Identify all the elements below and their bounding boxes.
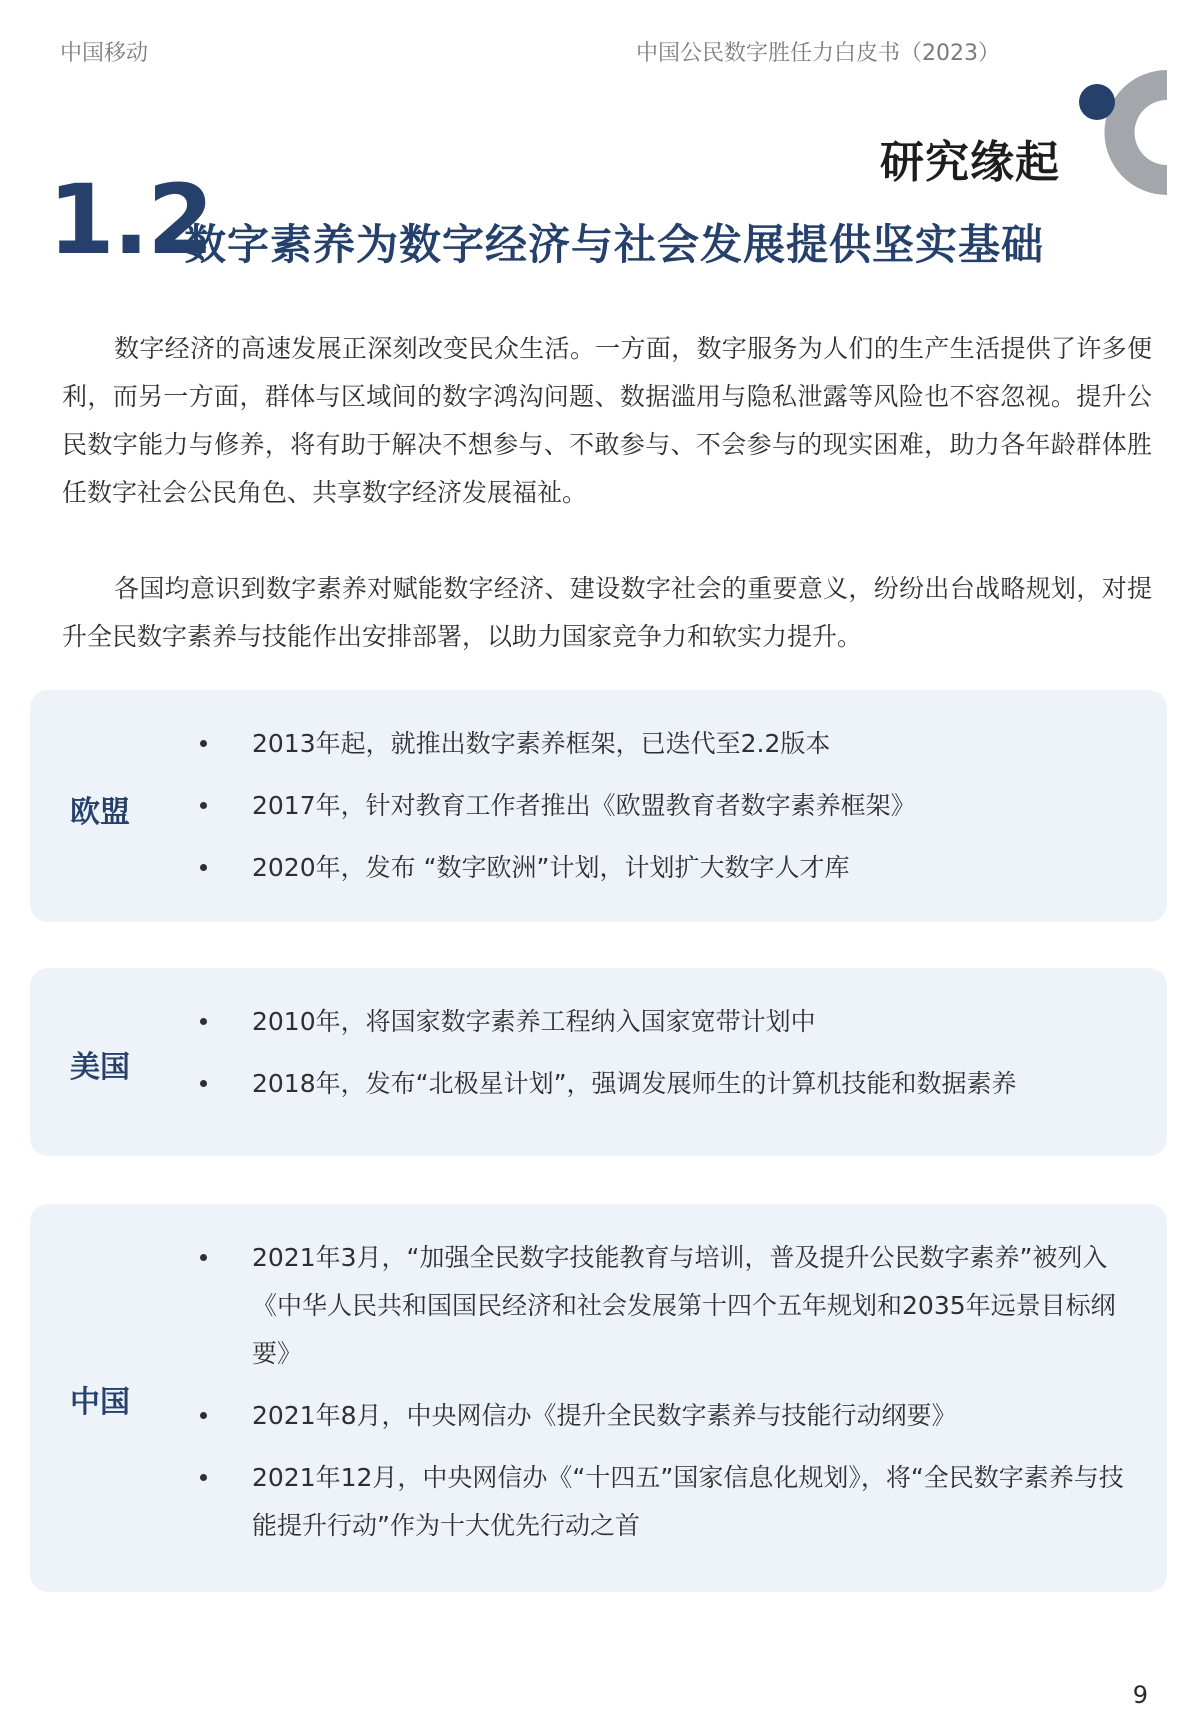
- region-label: 欧盟: [70, 795, 130, 830]
- header-doc-title: 中国公民数字胜任力白皮书（2023）: [636, 41, 1000, 66]
- list-item: 2021年12月，中央网信办《“十四五”国家信息化规划》，将“全民数字素养与技能提升行动”作为十大优先行动之首: [200, 1454, 1147, 1550]
- section-number: 1.2: [48, 164, 213, 276]
- list-item: 2020年，发布 “数字欧洲”计划，计划扩大数字人才库: [200, 844, 1147, 892]
- bullet-icon: [200, 740, 207, 747]
- context-paragraph: 各国均意识到数字素养对赋能数字经济、建设数字社会的重要意义，纷纷出台战略规划，对提升全民数字素养与技能作出安排部署，以助力国家竞争力和软实力提升。: [62, 574, 1152, 651]
- list-item: 2021年3月，“加强全民数字技能教育与培训，普及提升公民数字素养”被列入《中华人民共和国国民经济和社会发展第十四个五年规划和2035年远景目标纲要》: [200, 1234, 1147, 1378]
- item-list: [200, 1234, 1147, 1564]
- section-label: 研究缘起: [880, 137, 1060, 188]
- bullet-icon: [200, 1018, 207, 1025]
- card-china: [30, 1204, 1167, 1592]
- region-label: 美国: [70, 1050, 130, 1085]
- region-label: 中国: [70, 1385, 130, 1420]
- card-usa: [30, 968, 1167, 1156]
- bullet-icon: [200, 864, 207, 871]
- bullet-icon: [200, 1474, 207, 1481]
- list-item: 2017年，针对教育工作者推出《欧盟教育者数字素养框架》: [200, 782, 1147, 830]
- item-list: [200, 720, 1147, 906]
- page-number: 9: [1132, 1681, 1148, 1709]
- bullet-icon: [200, 1080, 207, 1087]
- decorative-arc-icon: [1075, 60, 1175, 205]
- list-item: 2013年起，就推出数字素养框架，已迭代至2.2版本: [200, 720, 1147, 768]
- bullet-icon: [200, 1412, 207, 1419]
- header-org: 中国移动: [60, 41, 149, 66]
- bullet-icon: [200, 802, 207, 809]
- card-eu: [30, 690, 1167, 922]
- list-item: 2010年，将国家数字素养工程纳入国家宽带计划中: [200, 998, 1147, 1046]
- section-title: 数字素养为数字经济与社会发展提供坚实基础: [184, 220, 1045, 269]
- list-item: 2021年8月，中央网信办《提升全民数字素养与技能行动纲要》: [200, 1392, 1147, 1440]
- list-item: 2018年，发布“北极星计划”，强调发展师生的计算机技能和数据素养: [200, 1060, 1147, 1108]
- item-list: [200, 998, 1147, 1122]
- intro-paragraph: 数字经济的高速发展正深刻改变民众生活。一方面，数字服务为人们的生产生活提供了许多便利，而另一方面，群体与区域间的数字鸿沟问题、数据滥用与隐私泄露等风险也不容忽视。提升公民数字能力与修养，将有助于解决不想参与、不敢参与、不会参与的现实困难，助力各年龄群体胜任数字社会公民角色、共享数字经济发展福祉。: [62, 334, 1152, 507]
- bullet-icon: [200, 1254, 207, 1261]
